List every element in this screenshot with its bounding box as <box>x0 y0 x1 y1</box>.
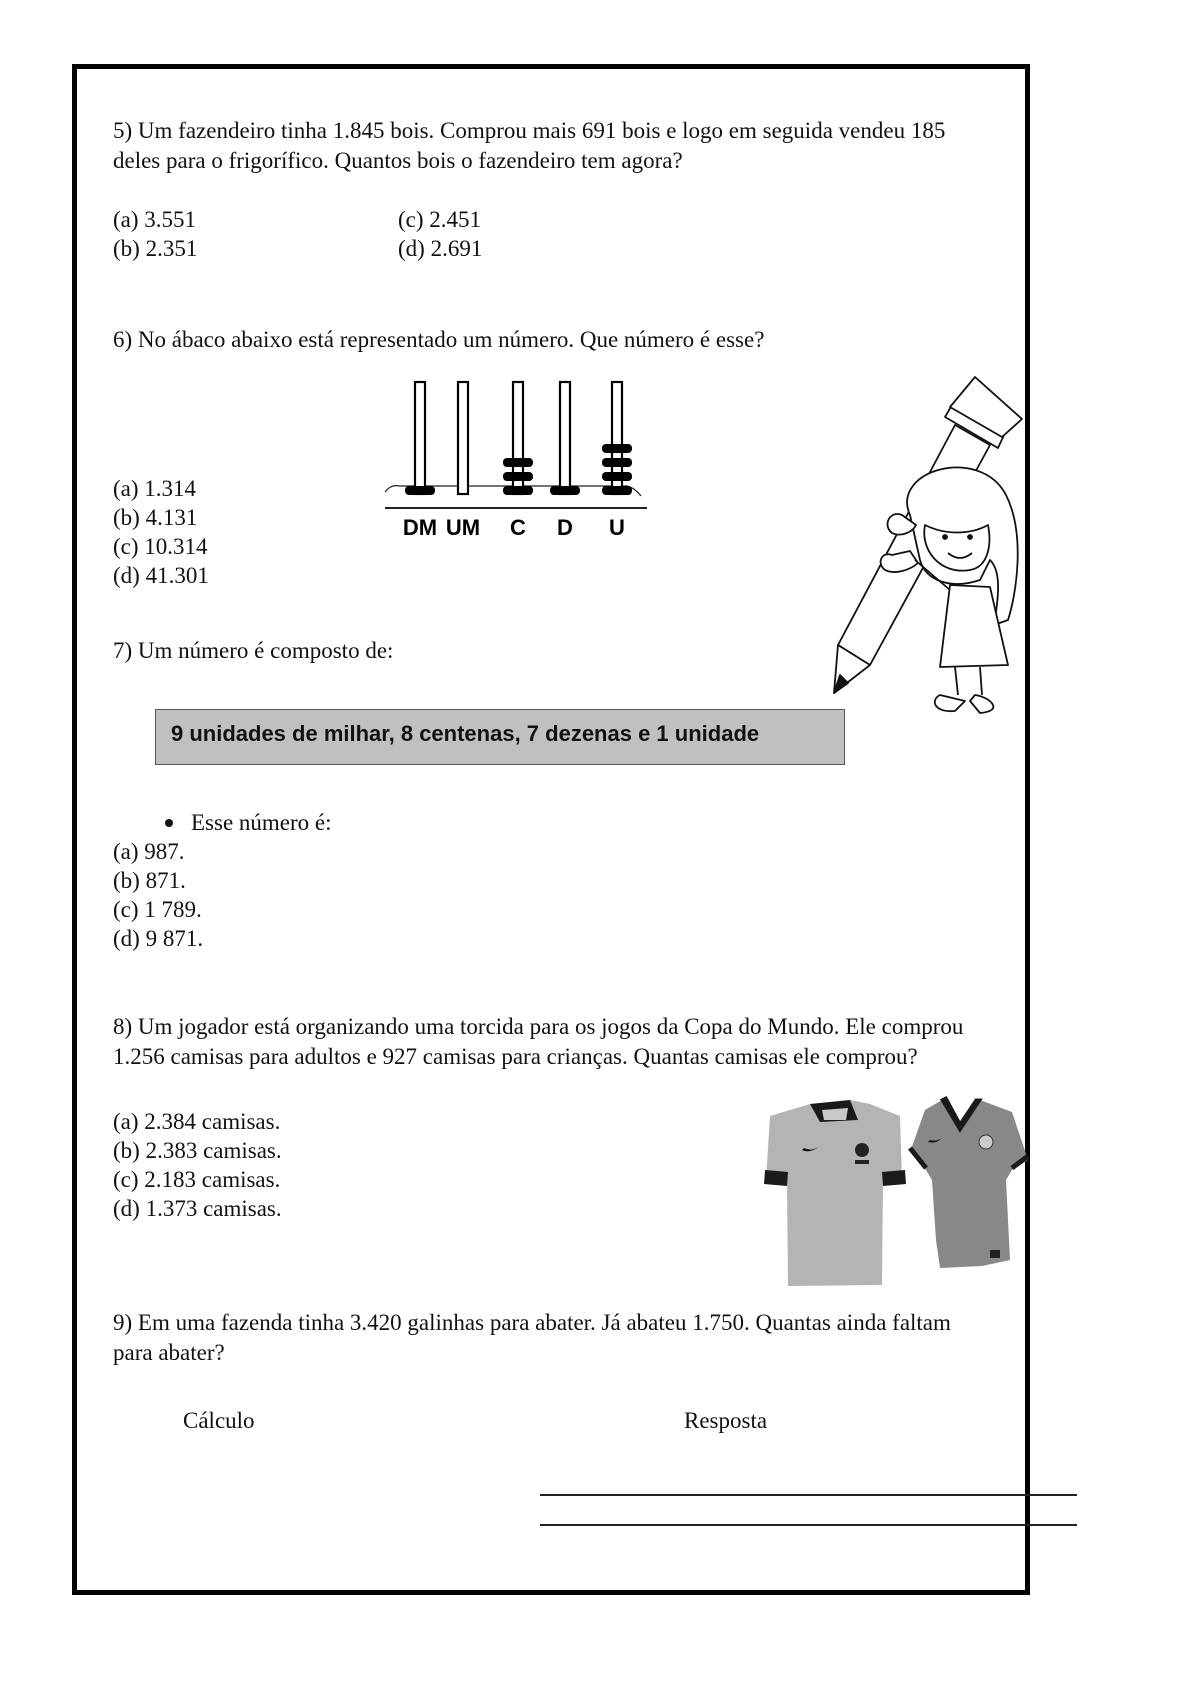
option-b[interactable]: (b) 2.351 <box>113 236 198 261</box>
question-6-text <box>113 325 1083 355</box>
option-c[interactable]: (c) 10.314 <box>113 534 208 559</box>
composition-box: 9 unidades de milhar, 8 centenas, 7 dezenas e 1 unidade <box>155 709 845 765</box>
question-8-line-2: 1.256 camisas para adultos e 927 camisas para crianças. Quantas camisas ele comprou? <box>113 1044 918 1069</box>
question-5-line-2: deles para o frigorífico. Quantos bois o fazendeiro tem agora? <box>113 148 683 173</box>
question-8-options <box>113 1107 282 1223</box>
bullet-icon <box>165 819 173 827</box>
question-8-line-1: 8) Um jogador está organizando uma torcida para os jogos da Copa do Mundo. Ele comprou <box>113 1014 964 1039</box>
question-9-line-1: 9) Em uma fazenda tinha 3.420 galinhas para abater. Já abateu 1.750. Quantas ainda faltam <box>113 1310 951 1335</box>
option-c[interactable]: (c) 1 789. <box>113 897 202 922</box>
calculation-label: Cálculo <box>183 1408 255 1433</box>
option-a[interactable]: (a) 2.384 camisas. <box>113 1109 281 1134</box>
question-5-line-1: 5) Um fazendeiro tinha 1.845 bois. Comprou mais 691 bois e logo em seguida vendeu 185 <box>113 118 946 143</box>
question-5-text <box>113 116 1083 176</box>
question-7-prompt: Esse número é: <box>165 810 332 836</box>
abacus-label-um: UM <box>445 515 481 540</box>
option-a[interactable]: (a) 987. <box>113 839 185 864</box>
option-d[interactable]: (d) 1.373 camisas. <box>113 1196 282 1221</box>
question-9-line-2: para abater? <box>113 1340 225 1365</box>
brazil-jerseys-illustration <box>750 1090 1070 1300</box>
question-9-text <box>113 1308 1083 1368</box>
question-7-options <box>113 837 203 953</box>
option-a[interactable]: (a) 3.551 <box>113 207 197 232</box>
question-6-options <box>113 474 209 590</box>
answer-line-1[interactable] <box>540 1494 1077 1496</box>
abacus-label-d: D <box>557 515 573 540</box>
question-6-line-1: 6) No ábaco abaixo está representado um número. Que número é esse? <box>113 327 765 352</box>
option-c[interactable]: (c) 2.183 camisas. <box>113 1167 281 1192</box>
option-c[interactable]: (c) 2.451 <box>398 207 482 232</box>
option-b[interactable]: (b) 4.131 <box>113 505 198 530</box>
abacus-label-u: U <box>609 515 625 540</box>
child-jersey-icon <box>910 1098 1028 1268</box>
option-d[interactable]: (d) 9 871. <box>113 926 204 951</box>
abacus-illustration <box>385 380 655 540</box>
option-d[interactable]: (d) 41.301 <box>113 563 209 588</box>
answer-line-2[interactable] <box>540 1524 1077 1526</box>
question-7-line-1: 7) Um número é composto de: <box>113 638 394 663</box>
answer-label: Resposta <box>684 1408 768 1433</box>
question-5-options-right <box>398 205 482 263</box>
option-d[interactable]: (d) 2.691 <box>398 236 483 261</box>
question-8-text <box>113 1012 1083 1072</box>
abacus-label-c: C <box>510 515 526 540</box>
question-5-options-left <box>113 205 197 263</box>
question-7-text <box>113 636 1083 666</box>
option-a[interactable]: (a) 1.314 <box>113 476 197 501</box>
option-b[interactable]: (b) 2.383 camisas. <box>113 1138 282 1163</box>
option-b[interactable]: (b) 871. <box>113 868 186 893</box>
adult-jersey-icon <box>764 1100 906 1286</box>
abacus-label-dm: DM <box>402 515 438 540</box>
